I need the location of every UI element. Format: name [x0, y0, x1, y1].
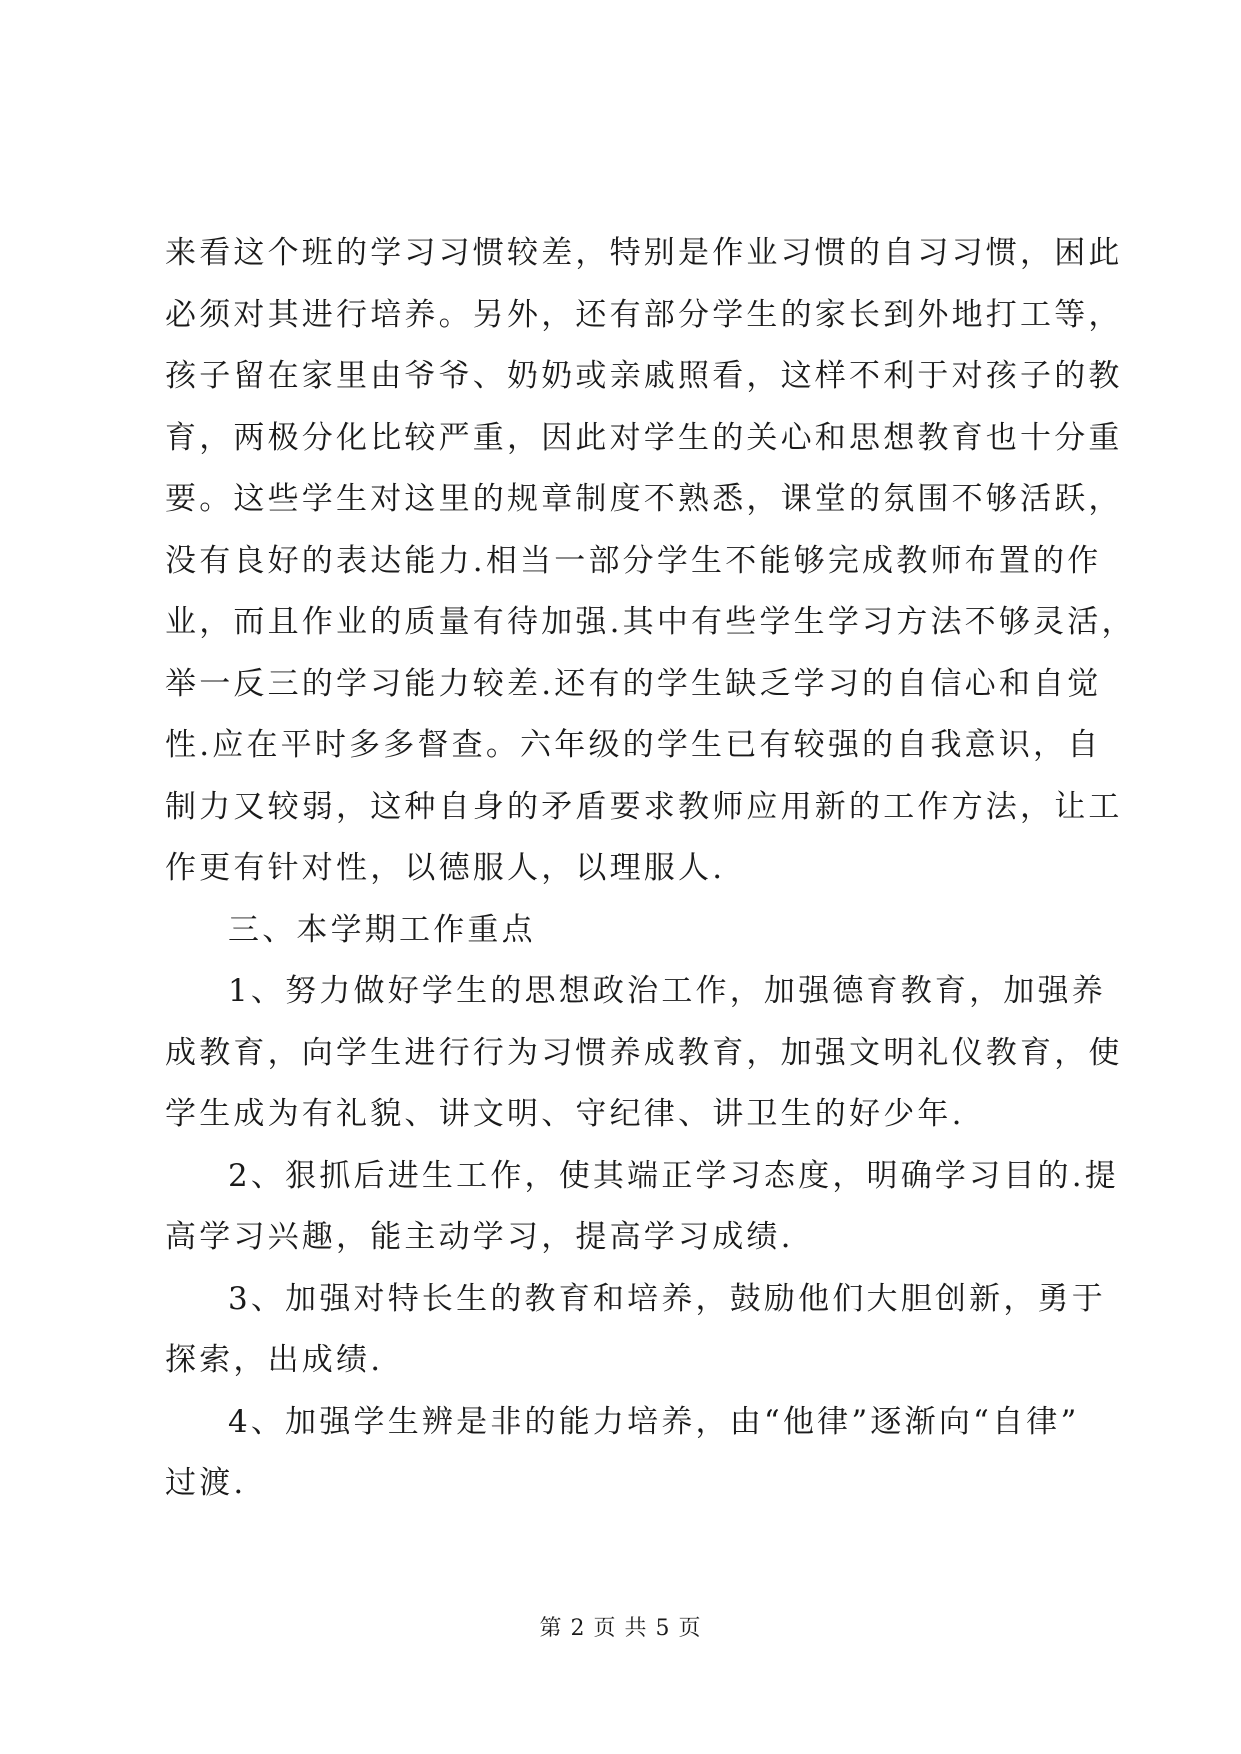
body-line: 作更有针对性，以德服人，以理服人. — [165, 850, 726, 886]
body-line: 制力又较弱，这种自身的矛盾要求教师应用新的工作方法，让工 — [165, 788, 1123, 825]
body-line: 要。这些学生对这里的规章制度不熟悉，课堂的氛围不够活跃， — [165, 481, 1123, 517]
list-item-first-line: 4、加强学生辨是非的能力培养，由“他律”逐渐向“自律” — [228, 1403, 1080, 1440]
body-line: 过渡. — [165, 1465, 247, 1501]
body-line: 探索，出成绩. — [165, 1342, 384, 1378]
page-number-footer: 第 2 页 共 5 页 — [539, 1616, 702, 1641]
list-item-first-line: 2、狠抓后进生工作，使其端正学习态度，明确学习目的.提 — [228, 1157, 1119, 1194]
body-line: 育，两极分化比较严重，因此对学生的关心和思想教育也十分重 — [165, 419, 1123, 456]
body-line: 性.应在平时多多督查。六年级的学生已有较强的自我意识，自 — [165, 727, 1102, 763]
document-body — [165, 233, 1136, 1525]
body-line: 没有良好的表达能力.相当一部分学生不能够完成教师布置的作 — [165, 542, 1102, 579]
body-line: 业，而且作业的质量有待加强.其中有些学生学习方法不够灵活， — [165, 604, 1136, 640]
body-line: 高学习兴趣，能主动学习，提高学习成绩. — [165, 1219, 794, 1255]
body-line: 孩子留在家里由爷爷、奶奶或亲戚照看，这样不利于对孩子的教 — [165, 358, 1123, 394]
body-line: 必须对其进行培养。另外，还有部分学生的家长到外地打工等， — [165, 296, 1123, 333]
body-line: 成教育，向学生进行行为习惯养成教育，加强文明礼仪教育，使 — [165, 1034, 1123, 1071]
body-line: 学生成为有礼貌、讲文明、守纪律、讲卫生的好少年. — [165, 1096, 965, 1132]
body-line: 来看这个班的学习习惯较差，特别是作业习惯的自习习惯，困此 — [165, 235, 1123, 271]
section-heading: 三、本学期工作重点 — [228, 911, 536, 948]
list-item-first-line: 3、加强对特长生的教育和培养，鼓励他们大胆创新，勇于 — [228, 1280, 1106, 1317]
list-item-first-line: 1、努力做好学生的思想政治工作，加强德育教育，加强养 — [228, 973, 1106, 1009]
body-line: 举一反三的学习能力较差.还有的学生缺乏学习的自信心和自觉 — [165, 665, 1102, 702]
